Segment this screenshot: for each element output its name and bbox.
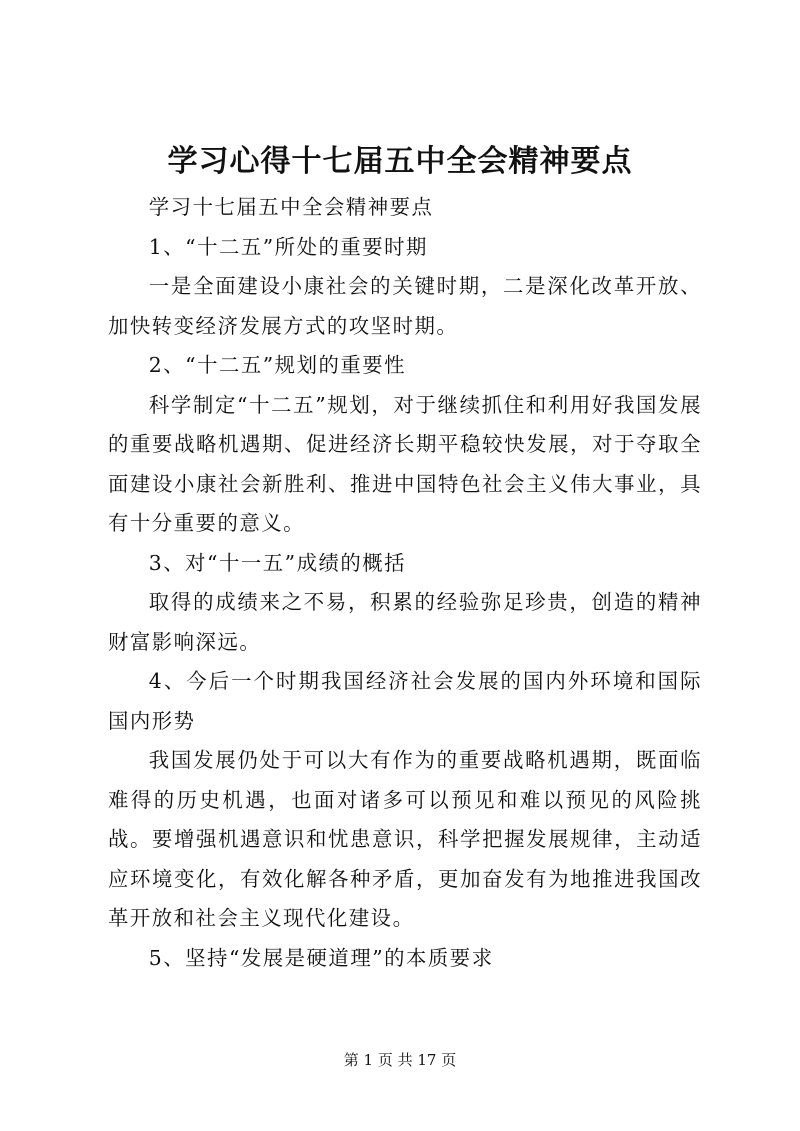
paragraph-section-3: 取得的成绩来之不易，积累的经验弥足珍贵，创造的精神财富影响深远。: [108, 590, 702, 654]
heading-section-3: 3、对“十一五”成绩的概括: [148, 550, 407, 575]
page-footer: [0, 1050, 800, 1070]
document-body: [108, 188, 702, 978]
paragraph-section-4: 我国发展仍处于可以大有作为的重要战略机遇期，既面临难得的历史机遇，也面对诸多可以预见和难以预见的风险挑战。要增强机遇意识和忧患意识，科学把握发展规律，主动适应环境变化，有效化解各种矛盾，更加奋发有为地推进我国改革开放和社会主义现代化建设。: [108, 748, 702, 930]
paragraph-intro: 学习十七届五中全会精神要点: [148, 195, 434, 219]
page-number-label: 第 1 页 共 17 页: [343, 1051, 457, 1069]
heading-section-5: 5、坚持“发展是硬道理”的本质要求: [148, 945, 494, 970]
paragraph-section-2: 科学制定“十二五”规划，对于继续抓住和利用好我国发展的重要战略机遇期、促进经济长期平稳较快发展，对于夺取全面建设小康社会新胜利、推进中国特色社会主义伟大事业，具有十分重要的意义。: [108, 392, 702, 535]
document-title: 学习心得十七届五中全会精神要点: [167, 144, 633, 179]
heading-section-2: 2、“十二五”规划的重要性: [148, 353, 407, 377]
heading-section-4: 4、今后一个时期我国经济社会发展的国内外环境和国际国内形势: [108, 669, 702, 733]
paragraph-section-1: 一是全面建设小康社会的关键时期，二是深化改革开放、加快转变经济发展方式的攻坚时期。: [108, 274, 702, 338]
heading-section-1: 1、“十二五”所处的重要时期: [148, 234, 428, 259]
